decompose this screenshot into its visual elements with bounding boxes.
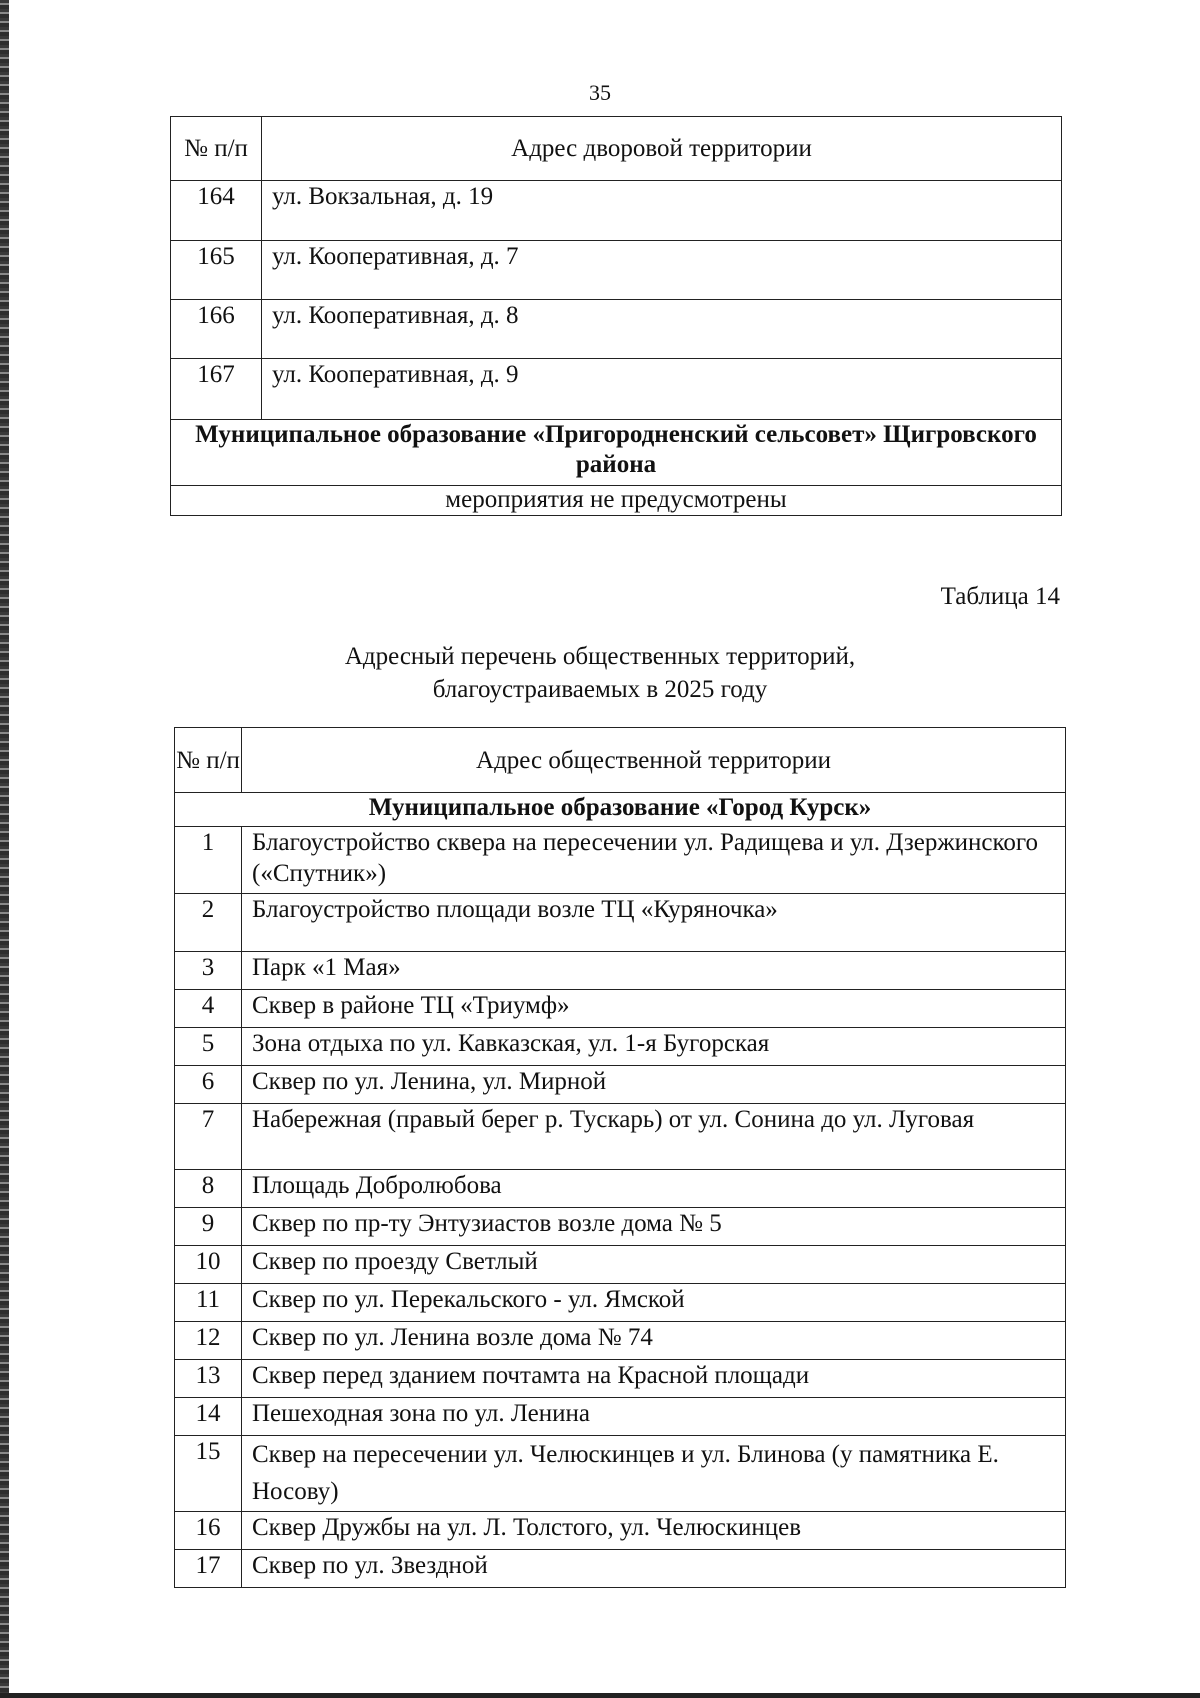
table-row (171, 359, 1062, 420)
row-address: Пешеходная зона по ул. Ленина (242, 1398, 1066, 1436)
table-row (171, 241, 1062, 300)
table-row (175, 1284, 1066, 1322)
table-row (175, 1208, 1066, 1246)
row-num: 5 (175, 1028, 242, 1066)
row-num: 9 (175, 1208, 242, 1246)
row-num: 7 (175, 1104, 242, 1170)
note-row (171, 486, 1062, 516)
row-num: 16 (175, 1512, 242, 1550)
row-num: 3 (175, 952, 242, 990)
row-address: ул. Кооперативная, д. 8 (262, 300, 1062, 359)
table-title (0, 640, 1200, 706)
row-address: Площадь Добролюбова (242, 1170, 1066, 1208)
public-territories-table (174, 727, 1066, 1588)
row-num: 14 (175, 1398, 242, 1436)
row-address: Сквер перед зданием почтамта на Красной площади (242, 1360, 1066, 1398)
table-row (175, 894, 1066, 952)
scan-edge-left (0, 0, 9, 1698)
row-address: ул. Кооперативная, д. 9 (262, 359, 1062, 420)
header-address: Адрес дворовой территории (262, 117, 1062, 181)
table-row (175, 1360, 1066, 1398)
row-address: Сквер по ул. Перекальского - ул. Ямской (242, 1284, 1066, 1322)
table-row (175, 952, 1066, 990)
header-num: № п/п (171, 117, 262, 181)
row-num: 4 (175, 990, 242, 1028)
table-row (175, 1398, 1066, 1436)
row-num: 1 (175, 827, 242, 894)
table-row (175, 1550, 1066, 1588)
table-row (175, 827, 1066, 894)
row-num: 165 (171, 241, 262, 300)
row-address: Сквер по ул. Ленина, ул. Мирной (242, 1066, 1066, 1104)
no-activities-note: мероприятия не предусмотрены (171, 486, 1062, 516)
table-row (171, 181, 1062, 241)
row-address: Зона отдыха по ул. Кавказская, ул. 1-я Бугорская (242, 1028, 1066, 1066)
table-row (175, 1028, 1066, 1066)
row-num: 6 (175, 1066, 242, 1104)
table-row (175, 1436, 1066, 1512)
row-address: ул. Вокзальная, д. 19 (262, 181, 1062, 241)
row-num: 8 (175, 1170, 242, 1208)
table-title-line2: благоустраиваемых в 2025 году (432, 676, 768, 703)
row-address: Сквер по ул. Ленина возле дома № 74 (242, 1322, 1066, 1360)
table-row (171, 300, 1062, 359)
row-num: 166 (171, 300, 262, 359)
table-header-row (171, 117, 1062, 181)
table-row (175, 1104, 1066, 1170)
row-num: 13 (175, 1360, 242, 1398)
header-address: Адрес общественной территории (242, 728, 1066, 793)
municipality-heading: Муниципальное образование «Пригородненский сельсовет» Щигровского района (171, 420, 1062, 486)
row-num: 15 (175, 1436, 242, 1512)
table-title-line1: Адресный перечень общественных территорий, (344, 643, 856, 670)
row-num: 164 (171, 181, 262, 241)
row-address: Сквер Дружбы на ул. Л. Толстого, ул. Челюскинцев (242, 1512, 1066, 1550)
table-row (175, 1322, 1066, 1360)
row-address: Набережная (правый берег р. Тускарь) от ул. Сонина до ул. Луговая (242, 1104, 1066, 1170)
row-address: Сквер на пересечении ул. Челюскинцев и ул. Блинова (у памятника Е. Носову) (242, 1436, 1066, 1512)
row-address: Сквер по пр-ту Энтузиастов возле дома № 5 (242, 1208, 1066, 1246)
table-label: Таблица 14 (940, 583, 1060, 610)
row-num: 10 (175, 1246, 242, 1284)
table-header-row (175, 728, 1066, 793)
row-num: 11 (175, 1284, 242, 1322)
row-num: 167 (171, 359, 262, 420)
row-address: Парк «1 Мая» (242, 952, 1066, 990)
row-address: Сквер по проезду Светлый (242, 1246, 1066, 1284)
page-number: 35 (589, 80, 611, 105)
header-num: № п/п (175, 728, 242, 793)
municipality-heading: Муниципальное образование «Город Курск» (175, 793, 1066, 827)
table-row (175, 1170, 1066, 1208)
table-row (175, 1246, 1066, 1284)
courtyard-territories-table (170, 116, 1062, 516)
row-address: Благоустройство сквера на пересечении ул. Радищева и ул. Дзержинского («Спутник») (242, 827, 1066, 894)
row-num: 12 (175, 1322, 242, 1360)
row-address: Благоустройство площади возле ТЦ «Куряночка» (242, 894, 1066, 952)
row-num: 2 (175, 894, 242, 952)
row-address: ул. Кооперативная, д. 7 (262, 241, 1062, 300)
table-row (175, 1512, 1066, 1550)
table-row (175, 1066, 1066, 1104)
row-address: Сквер в районе ТЦ «Триумф» (242, 990, 1066, 1028)
municipality-row (171, 420, 1062, 486)
scan-edge-bottom (0, 1693, 1200, 1698)
row-address: Сквер по ул. Звездной (242, 1550, 1066, 1588)
municipality-row (175, 793, 1066, 827)
table-row (175, 990, 1066, 1028)
row-num: 17 (175, 1550, 242, 1588)
